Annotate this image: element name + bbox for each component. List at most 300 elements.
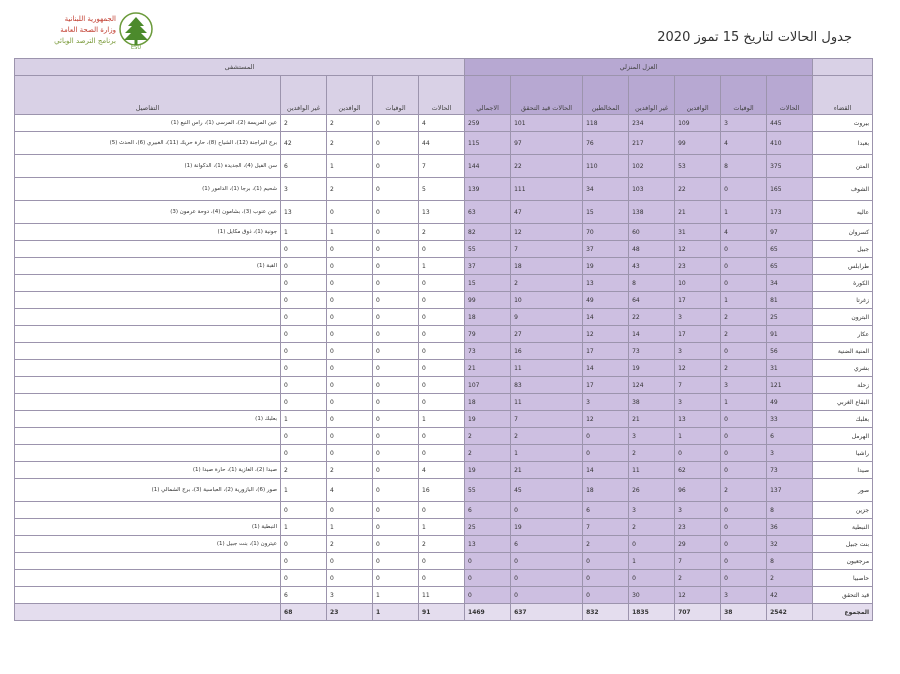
- value-cell: 6: [281, 155, 327, 178]
- value-cell: 115: [465, 132, 511, 155]
- value-cell: 1: [721, 201, 767, 224]
- district-name-cell: الشوف: [813, 178, 873, 201]
- table-row: [15, 155, 873, 178]
- value-cell: 0: [419, 309, 465, 326]
- value-cell: 0: [373, 428, 419, 445]
- value-cell: 18: [465, 309, 511, 326]
- value-cell: 0: [281, 502, 327, 519]
- value-cell: 0: [373, 360, 419, 377]
- details-cell: [15, 292, 281, 309]
- value-cell: 1: [327, 519, 373, 536]
- value-cell: 1: [419, 258, 465, 275]
- value-cell: 4: [721, 224, 767, 241]
- table-row: [15, 258, 873, 275]
- value-cell: 217: [629, 132, 675, 155]
- table-row: [15, 241, 873, 258]
- details-cell: النبطية (1): [15, 519, 281, 536]
- value-cell: 0: [419, 326, 465, 343]
- value-cell: 7: [675, 377, 721, 394]
- value-cell: 0: [281, 275, 327, 292]
- table-row: [15, 411, 873, 428]
- value-cell: 0: [281, 445, 327, 462]
- value-cell: 65: [767, 241, 813, 258]
- value-cell: 0: [721, 462, 767, 479]
- value-cell: 0: [373, 377, 419, 394]
- value-cell: 38: [629, 394, 675, 411]
- value-cell: 0: [419, 377, 465, 394]
- district-name-cell: كسروان: [813, 224, 873, 241]
- value-cell: 0: [373, 570, 419, 587]
- value-cell: 0: [281, 241, 327, 258]
- value-cell: 0: [373, 258, 419, 275]
- value-cell: 0: [373, 155, 419, 178]
- value-cell: 7: [583, 519, 629, 536]
- value-cell: 0: [373, 394, 419, 411]
- value-cell: 79: [465, 326, 511, 343]
- col-deaths: الوفيات: [721, 76, 767, 115]
- value-cell: 0: [511, 587, 583, 604]
- value-cell: 2: [721, 360, 767, 377]
- value-cell: 30: [629, 587, 675, 604]
- value-cell: 25: [767, 309, 813, 326]
- table-row: [15, 115, 873, 132]
- value-cell: 17: [583, 377, 629, 394]
- value-cell: 49: [767, 394, 813, 411]
- value-cell: 19: [629, 360, 675, 377]
- value-cell: 2: [721, 326, 767, 343]
- value-cell: 19: [465, 462, 511, 479]
- table-row: [15, 201, 873, 224]
- value-cell: 0: [373, 275, 419, 292]
- value-cell: 2: [419, 224, 465, 241]
- col-hosp-deaths: الوفيات: [373, 76, 419, 115]
- value-cell: 0: [327, 445, 373, 462]
- value-cell: 0: [281, 377, 327, 394]
- value-cell: 0: [721, 343, 767, 360]
- value-cell: 2: [419, 536, 465, 553]
- value-cell: 2: [327, 462, 373, 479]
- logo-line-2: وزارة الصحة العامة: [60, 26, 116, 34]
- value-cell: 82: [465, 224, 511, 241]
- value-cell: 707: [675, 604, 721, 621]
- value-cell: 1835: [629, 604, 675, 621]
- value-cell: 0: [327, 343, 373, 360]
- value-cell: 0: [373, 201, 419, 224]
- value-cell: 121: [767, 377, 813, 394]
- district-name-cell: بنت جبيل: [813, 536, 873, 553]
- table-row: [15, 553, 873, 570]
- value-cell: 10: [675, 275, 721, 292]
- value-cell: 2: [465, 428, 511, 445]
- details-cell: [15, 360, 281, 377]
- value-cell: 7: [511, 411, 583, 428]
- value-cell: 15: [465, 275, 511, 292]
- value-cell: 68: [281, 604, 327, 621]
- value-cell: 0: [419, 428, 465, 445]
- value-cell: 109: [675, 115, 721, 132]
- details-cell: [15, 241, 281, 258]
- value-cell: 0: [373, 309, 419, 326]
- value-cell: 173: [767, 201, 813, 224]
- value-cell: 91: [419, 604, 465, 621]
- value-cell: 2: [629, 519, 675, 536]
- details-cell: [15, 553, 281, 570]
- value-cell: 6: [767, 428, 813, 445]
- table-row: [15, 132, 873, 155]
- value-cell: 63: [465, 201, 511, 224]
- district-name-cell: المنية الضنية: [813, 343, 873, 360]
- value-cell: 0: [721, 178, 767, 201]
- value-cell: 2: [511, 428, 583, 445]
- value-cell: 0: [465, 553, 511, 570]
- value-cell: 2: [281, 115, 327, 132]
- value-cell: 3: [629, 502, 675, 519]
- value-cell: 375: [767, 155, 813, 178]
- value-cell: 7: [419, 155, 465, 178]
- value-cell: 0: [373, 178, 419, 201]
- value-cell: 0: [281, 326, 327, 343]
- value-cell: 37: [583, 241, 629, 258]
- value-cell: 0: [373, 241, 419, 258]
- value-cell: 0: [281, 553, 327, 570]
- value-cell: 1469: [465, 604, 511, 621]
- value-cell: 0: [327, 377, 373, 394]
- value-cell: 1: [281, 224, 327, 241]
- value-cell: 31: [767, 360, 813, 377]
- value-cell: 42: [281, 132, 327, 155]
- value-cell: 13: [465, 536, 511, 553]
- value-cell: 18: [511, 258, 583, 275]
- value-cell: 2: [675, 570, 721, 587]
- svg-text:ESU: ESU: [131, 45, 141, 50]
- value-cell: 0: [373, 519, 419, 536]
- value-cell: 0: [373, 224, 419, 241]
- col-details: التفاصيل: [15, 76, 281, 115]
- value-cell: 49: [583, 292, 629, 309]
- district-name-cell: صيدا: [813, 462, 873, 479]
- value-cell: 1: [675, 428, 721, 445]
- value-cell: 60: [629, 224, 675, 241]
- value-cell: 8: [629, 275, 675, 292]
- value-cell: 103: [629, 178, 675, 201]
- value-cell: 33: [767, 411, 813, 428]
- details-cell: بعلبك (1): [15, 411, 281, 428]
- value-cell: 23: [675, 519, 721, 536]
- value-cell: 0: [419, 360, 465, 377]
- value-cell: 110: [583, 155, 629, 178]
- details-cell: [15, 502, 281, 519]
- district-name-cell: مرجعيون: [813, 553, 873, 570]
- value-cell: 10: [511, 292, 583, 309]
- value-cell: 12: [583, 326, 629, 343]
- value-cell: 21: [465, 360, 511, 377]
- details-cell: [15, 604, 281, 621]
- document-title: جدول الحالات لتاريخ 15 تموز 2020: [657, 30, 852, 45]
- details-cell: [15, 275, 281, 292]
- value-cell: 0: [327, 326, 373, 343]
- value-cell: 0: [419, 553, 465, 570]
- value-cell: 17: [675, 326, 721, 343]
- value-cell: 0: [511, 502, 583, 519]
- district-name-cell: زغرتا: [813, 292, 873, 309]
- table-row: [15, 479, 873, 502]
- value-cell: 29: [675, 536, 721, 553]
- value-cell: 19: [583, 258, 629, 275]
- table-row: [15, 224, 873, 241]
- value-cell: 76: [583, 132, 629, 155]
- details-cell: عيترون (1)، بنت جبيل (1): [15, 536, 281, 553]
- details-cell: [15, 343, 281, 360]
- value-cell: 1: [721, 292, 767, 309]
- value-cell: 3: [583, 394, 629, 411]
- value-cell: 2: [281, 462, 327, 479]
- value-cell: 73: [629, 343, 675, 360]
- district-name-cell: المتن: [813, 155, 873, 178]
- value-cell: 14: [629, 326, 675, 343]
- value-cell: 0: [327, 553, 373, 570]
- value-cell: 3: [675, 502, 721, 519]
- value-cell: 12: [583, 411, 629, 428]
- district-name-cell: الكورة: [813, 275, 873, 292]
- col-hosp-non-residents: غير الوافدين: [281, 76, 327, 115]
- value-cell: 23: [675, 258, 721, 275]
- value-cell: 445: [767, 115, 813, 132]
- value-cell: 0: [373, 502, 419, 519]
- table-row: [15, 519, 873, 536]
- value-cell: 0: [721, 241, 767, 258]
- value-cell: 0: [281, 394, 327, 411]
- table-row: [15, 360, 873, 377]
- cases-table: [14, 58, 873, 621]
- value-cell: 3: [281, 178, 327, 201]
- value-cell: 18: [583, 479, 629, 502]
- col-residents: الوافدين: [675, 76, 721, 115]
- district-name-cell: قيد التحقق: [813, 587, 873, 604]
- value-cell: 0: [327, 411, 373, 428]
- value-cell: 138: [629, 201, 675, 224]
- value-cell: 8: [767, 502, 813, 519]
- value-cell: 81: [767, 292, 813, 309]
- group-header-isolation: العزل المنزلي: [465, 59, 813, 76]
- value-cell: 2: [327, 115, 373, 132]
- district-name-cell: عاليه: [813, 201, 873, 224]
- district-name-cell: زحلة: [813, 377, 873, 394]
- value-cell: 0: [583, 445, 629, 462]
- value-cell: 21: [629, 411, 675, 428]
- value-cell: 0: [281, 309, 327, 326]
- value-cell: 0: [327, 309, 373, 326]
- value-cell: 5: [419, 178, 465, 201]
- value-cell: 3: [721, 377, 767, 394]
- value-cell: 832: [583, 604, 629, 621]
- details-cell: عين عنوب (3)، بشامون (4)، دوحة عرمون (3): [15, 201, 281, 224]
- value-cell: 37: [465, 258, 511, 275]
- value-cell: 0: [419, 292, 465, 309]
- value-cell: 144: [465, 155, 511, 178]
- value-cell: 99: [465, 292, 511, 309]
- value-cell: 101: [511, 115, 583, 132]
- group-header-hospital: المستشفى: [15, 59, 465, 76]
- district-name-cell: المجموع: [813, 604, 873, 621]
- district-name-cell: البقاع الغربي: [813, 394, 873, 411]
- value-cell: 55: [465, 479, 511, 502]
- district-name-cell: بعلبك: [813, 411, 873, 428]
- value-cell: 96: [675, 479, 721, 502]
- value-cell: 8: [721, 155, 767, 178]
- value-cell: 0: [721, 553, 767, 570]
- district-name-cell: البترون: [813, 309, 873, 326]
- value-cell: 7: [675, 553, 721, 570]
- value-cell: 0: [629, 570, 675, 587]
- table-row: [15, 377, 873, 394]
- district-name-cell: طرابلس: [813, 258, 873, 275]
- value-cell: 6: [511, 536, 583, 553]
- value-cell: 17: [675, 292, 721, 309]
- value-cell: 2: [767, 570, 813, 587]
- value-cell: 3: [675, 394, 721, 411]
- value-cell: 0: [465, 570, 511, 587]
- table-row: [15, 178, 873, 201]
- value-cell: 21: [675, 201, 721, 224]
- value-cell: 12: [675, 241, 721, 258]
- value-cell: 0: [327, 241, 373, 258]
- value-cell: 64: [629, 292, 675, 309]
- value-cell: 0: [327, 394, 373, 411]
- value-cell: 47: [511, 201, 583, 224]
- value-cell: 2: [721, 309, 767, 326]
- value-cell: 25: [465, 519, 511, 536]
- value-cell: 0: [373, 462, 419, 479]
- value-cell: 410: [767, 132, 813, 155]
- value-cell: 1: [373, 604, 419, 621]
- value-cell: 0: [511, 570, 583, 587]
- value-cell: 0: [675, 445, 721, 462]
- value-cell: 1: [281, 479, 327, 502]
- table-row: [15, 502, 873, 519]
- value-cell: 0: [327, 428, 373, 445]
- value-cell: 1: [629, 553, 675, 570]
- value-cell: 97: [511, 132, 583, 155]
- value-cell: 3: [721, 587, 767, 604]
- details-cell: برج البراجنة (12)، الشياح (8)، حارة حريك (11)، الغبيري (6)، الحدث (5): [15, 132, 281, 155]
- value-cell: 0: [583, 587, 629, 604]
- value-cell: 2: [327, 178, 373, 201]
- value-cell: 6: [281, 587, 327, 604]
- table-row: [15, 587, 873, 604]
- value-cell: 38: [721, 604, 767, 621]
- value-cell: 11: [511, 394, 583, 411]
- cases-table-wrapper: [14, 58, 872, 621]
- value-cell: 0: [721, 275, 767, 292]
- value-cell: 17: [583, 343, 629, 360]
- value-cell: 0: [281, 258, 327, 275]
- value-cell: 99: [675, 132, 721, 155]
- value-cell: 73: [465, 343, 511, 360]
- value-cell: 18: [465, 394, 511, 411]
- value-cell: 111: [511, 178, 583, 201]
- table-row: [15, 275, 873, 292]
- value-cell: 0: [327, 275, 373, 292]
- table-row: [15, 309, 873, 326]
- value-cell: 31: [675, 224, 721, 241]
- value-cell: 0: [281, 428, 327, 445]
- value-cell: 3: [721, 115, 767, 132]
- value-cell: 12: [675, 587, 721, 604]
- value-cell: 56: [767, 343, 813, 360]
- value-cell: 8: [767, 553, 813, 570]
- details-cell: [15, 377, 281, 394]
- value-cell: 91: [767, 326, 813, 343]
- value-cell: 2: [721, 479, 767, 502]
- value-cell: 3: [675, 309, 721, 326]
- value-cell: 1: [327, 224, 373, 241]
- details-cell: صور (6)، البازورية (2)، العباسية (3)، برج الشمالي (1): [15, 479, 281, 502]
- value-cell: 0: [373, 343, 419, 360]
- value-cell: 1: [419, 411, 465, 428]
- value-cell: 42: [767, 587, 813, 604]
- value-cell: 22: [511, 155, 583, 178]
- table-row: [15, 536, 873, 553]
- table-row: [15, 394, 873, 411]
- value-cell: 0: [511, 553, 583, 570]
- ministry-logo: [8, 6, 158, 50]
- district-name-cell: حاصبيا: [813, 570, 873, 587]
- value-cell: 2: [629, 445, 675, 462]
- value-cell: 34: [583, 178, 629, 201]
- value-cell: 0: [373, 326, 419, 343]
- district-name-cell: جبيل: [813, 241, 873, 258]
- group-header-row: [15, 59, 873, 76]
- col-district: القضاء: [813, 76, 873, 115]
- value-cell: 26: [629, 479, 675, 502]
- value-cell: 1: [511, 445, 583, 462]
- value-cell: 7: [511, 241, 583, 258]
- value-cell: 0: [721, 258, 767, 275]
- cedar-icon: [118, 12, 154, 50]
- value-cell: 6: [465, 502, 511, 519]
- col-unknown: الحالات قيد التحقق: [511, 76, 583, 115]
- value-cell: 4: [327, 479, 373, 502]
- value-cell: 0: [419, 445, 465, 462]
- value-cell: 14: [583, 360, 629, 377]
- value-cell: 23: [327, 604, 373, 621]
- district-name-cell: جزين: [813, 502, 873, 519]
- value-cell: 259: [465, 115, 511, 132]
- value-cell: 0: [327, 570, 373, 587]
- value-cell: 48: [629, 241, 675, 258]
- district-name-cell: بعبدا: [813, 132, 873, 155]
- value-cell: 13: [583, 275, 629, 292]
- value-cell: 0: [281, 570, 327, 587]
- value-cell: 15: [583, 201, 629, 224]
- value-cell: 13: [419, 201, 465, 224]
- value-cell: 2: [327, 132, 373, 155]
- value-cell: 11: [511, 360, 583, 377]
- value-cell: 0: [465, 587, 511, 604]
- district-name-cell: بشري: [813, 360, 873, 377]
- value-cell: 0: [373, 479, 419, 502]
- details-cell: [15, 309, 281, 326]
- group-header-empty: [813, 59, 873, 76]
- value-cell: 44: [419, 132, 465, 155]
- value-cell: 14: [583, 462, 629, 479]
- value-cell: 12: [511, 224, 583, 241]
- value-cell: 0: [373, 553, 419, 570]
- value-cell: 4: [419, 115, 465, 132]
- value-cell: 43: [629, 258, 675, 275]
- col-contacts: المخالطين: [583, 76, 629, 115]
- value-cell: 137: [767, 479, 813, 502]
